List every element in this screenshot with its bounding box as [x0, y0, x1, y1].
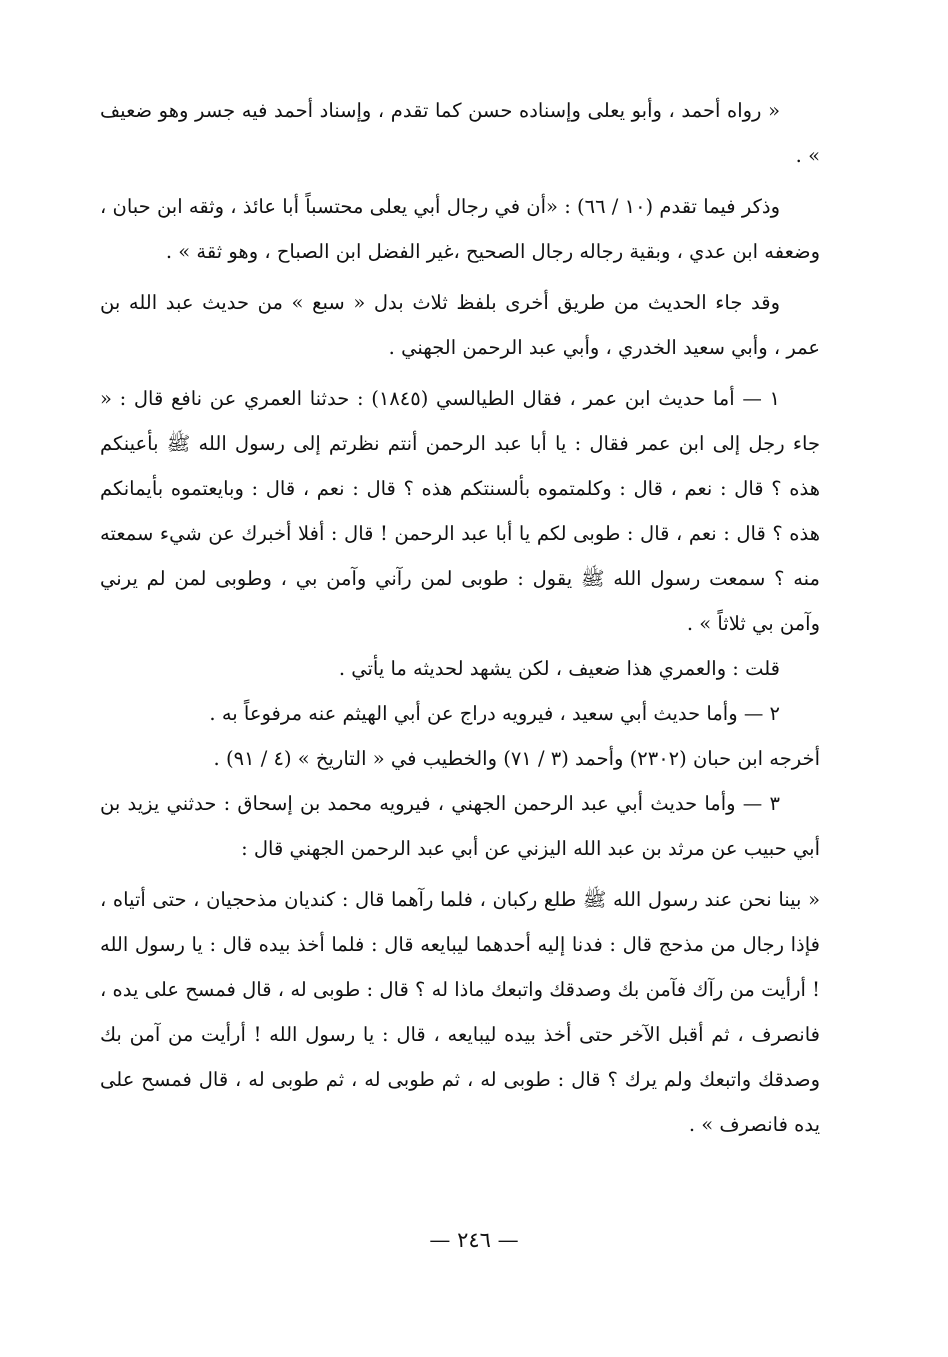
paragraph-1: « رواه أحمد ، وأبو يعلى وإسناده حسن كما تقدم ، وإسناد أحمد فيه جسر وهو ضعيف » .	[100, 99, 820, 167]
paragraph-5: قلت : والعمري هذا ضعيف ، لكن يشهد لحديثه ما يأتي .	[338, 657, 780, 680]
page-number: — ٢٤٦ —	[429, 1228, 519, 1252]
paragraph-3: وقد جاء الحديث من طريق أخرى بلفظ ثلاث بدل « سبع » من حديث عبد الله بن عمر ، وأبي سعيد الخدري ، وأبي عبد الرحمن الجهني .	[100, 291, 820, 359]
paragraph-7: أخرجه ابن حبان (٢٣٠٢) وأحمد (٣ / ٧١) والخطيب في « التاريخ » (٤ / ٩١) .	[213, 747, 820, 770]
paragraph-2: وذكر فيما تقدم (١٠ / ٦٦) : «أن في رجال أبي يعلى محتسباً أبا عائذ ، وثقه ابن حبان ، وضعفه ابن عدي ، وبقية رجاله رجال الصحيح ،غير الفضل ابن الصباح ، وهو ثقة » .	[100, 195, 820, 263]
paragraph-8: ٣ — وأما حديث أبي عبد الرحمن الجهني ، فيرويه محمد بن إسحاق : حدثني يزيد بن أبي حبيب عن مرثد بن عبد الله اليزني عن أبي عبد الرحمن الجهني قال :	[100, 792, 820, 860]
paragraph-6: ٢ — وأما حديث أبي سعيد ، فيرويه دراج عن أبي الهيثم عنه مرفوعاً به .	[209, 702, 780, 725]
paragraph-4: ١ — أما حديث ابن عمر ، فقال الطيالسي (١٨٤٥) : حدثنا العمري عن نافع قال : « جاء رجل إلى ابن عمر فقال : يا أبا عبد الرحمن أنتم نظرتم إلى رسول الله ﷺ بأعينكم هذه ؟ قال : نعم ، قال : وكلمتموه بألسنتكم هذه ؟ قال : نعم ، قال : وبايعتموه بأيمانكم هذه ؟ قال : نعم ، قال : طوبى لكم يا أبا عبد الرحمن ! قال : أفلا أخبرك عن شيء سمعته منه ؟ سمعت رسول الله ﷺ يقول : طوبى لمن رآني وآمن بي ، وطوبى لمن لم يرني وآمن بي ثلاثاً » .	[100, 387, 820, 635]
paragraph-9: « بينا نحن عند رسول الله ﷺ طلع ركبان ، فلما رآهما قال : كنديان مذحجيان ، حتى أتياه ، فإذا رجال من مذحج قال : فدنا إليه أحدهما ليبايعه قال : فلما أخذ بيده قال : يا رسول الله ! أرأيت من رآك فآمن بك وصدقك واتبعك ماذا له ؟ قال : طوبى له ، قال فمسح على يده ، فانصرف ، ثم أقبل الآخر حتى أخذ بيده ليبايعه ، قال : يا رسول الله ! أرأيت من آمن بك وصدقك واتبعك ولم يرك ؟ قال : طوبى له ، ثم طوبى له ، ثم طوبى له ، قال فمسح على يده فانصرف » .	[100, 888, 820, 1136]
page-body	[100, 88, 820, 1147]
